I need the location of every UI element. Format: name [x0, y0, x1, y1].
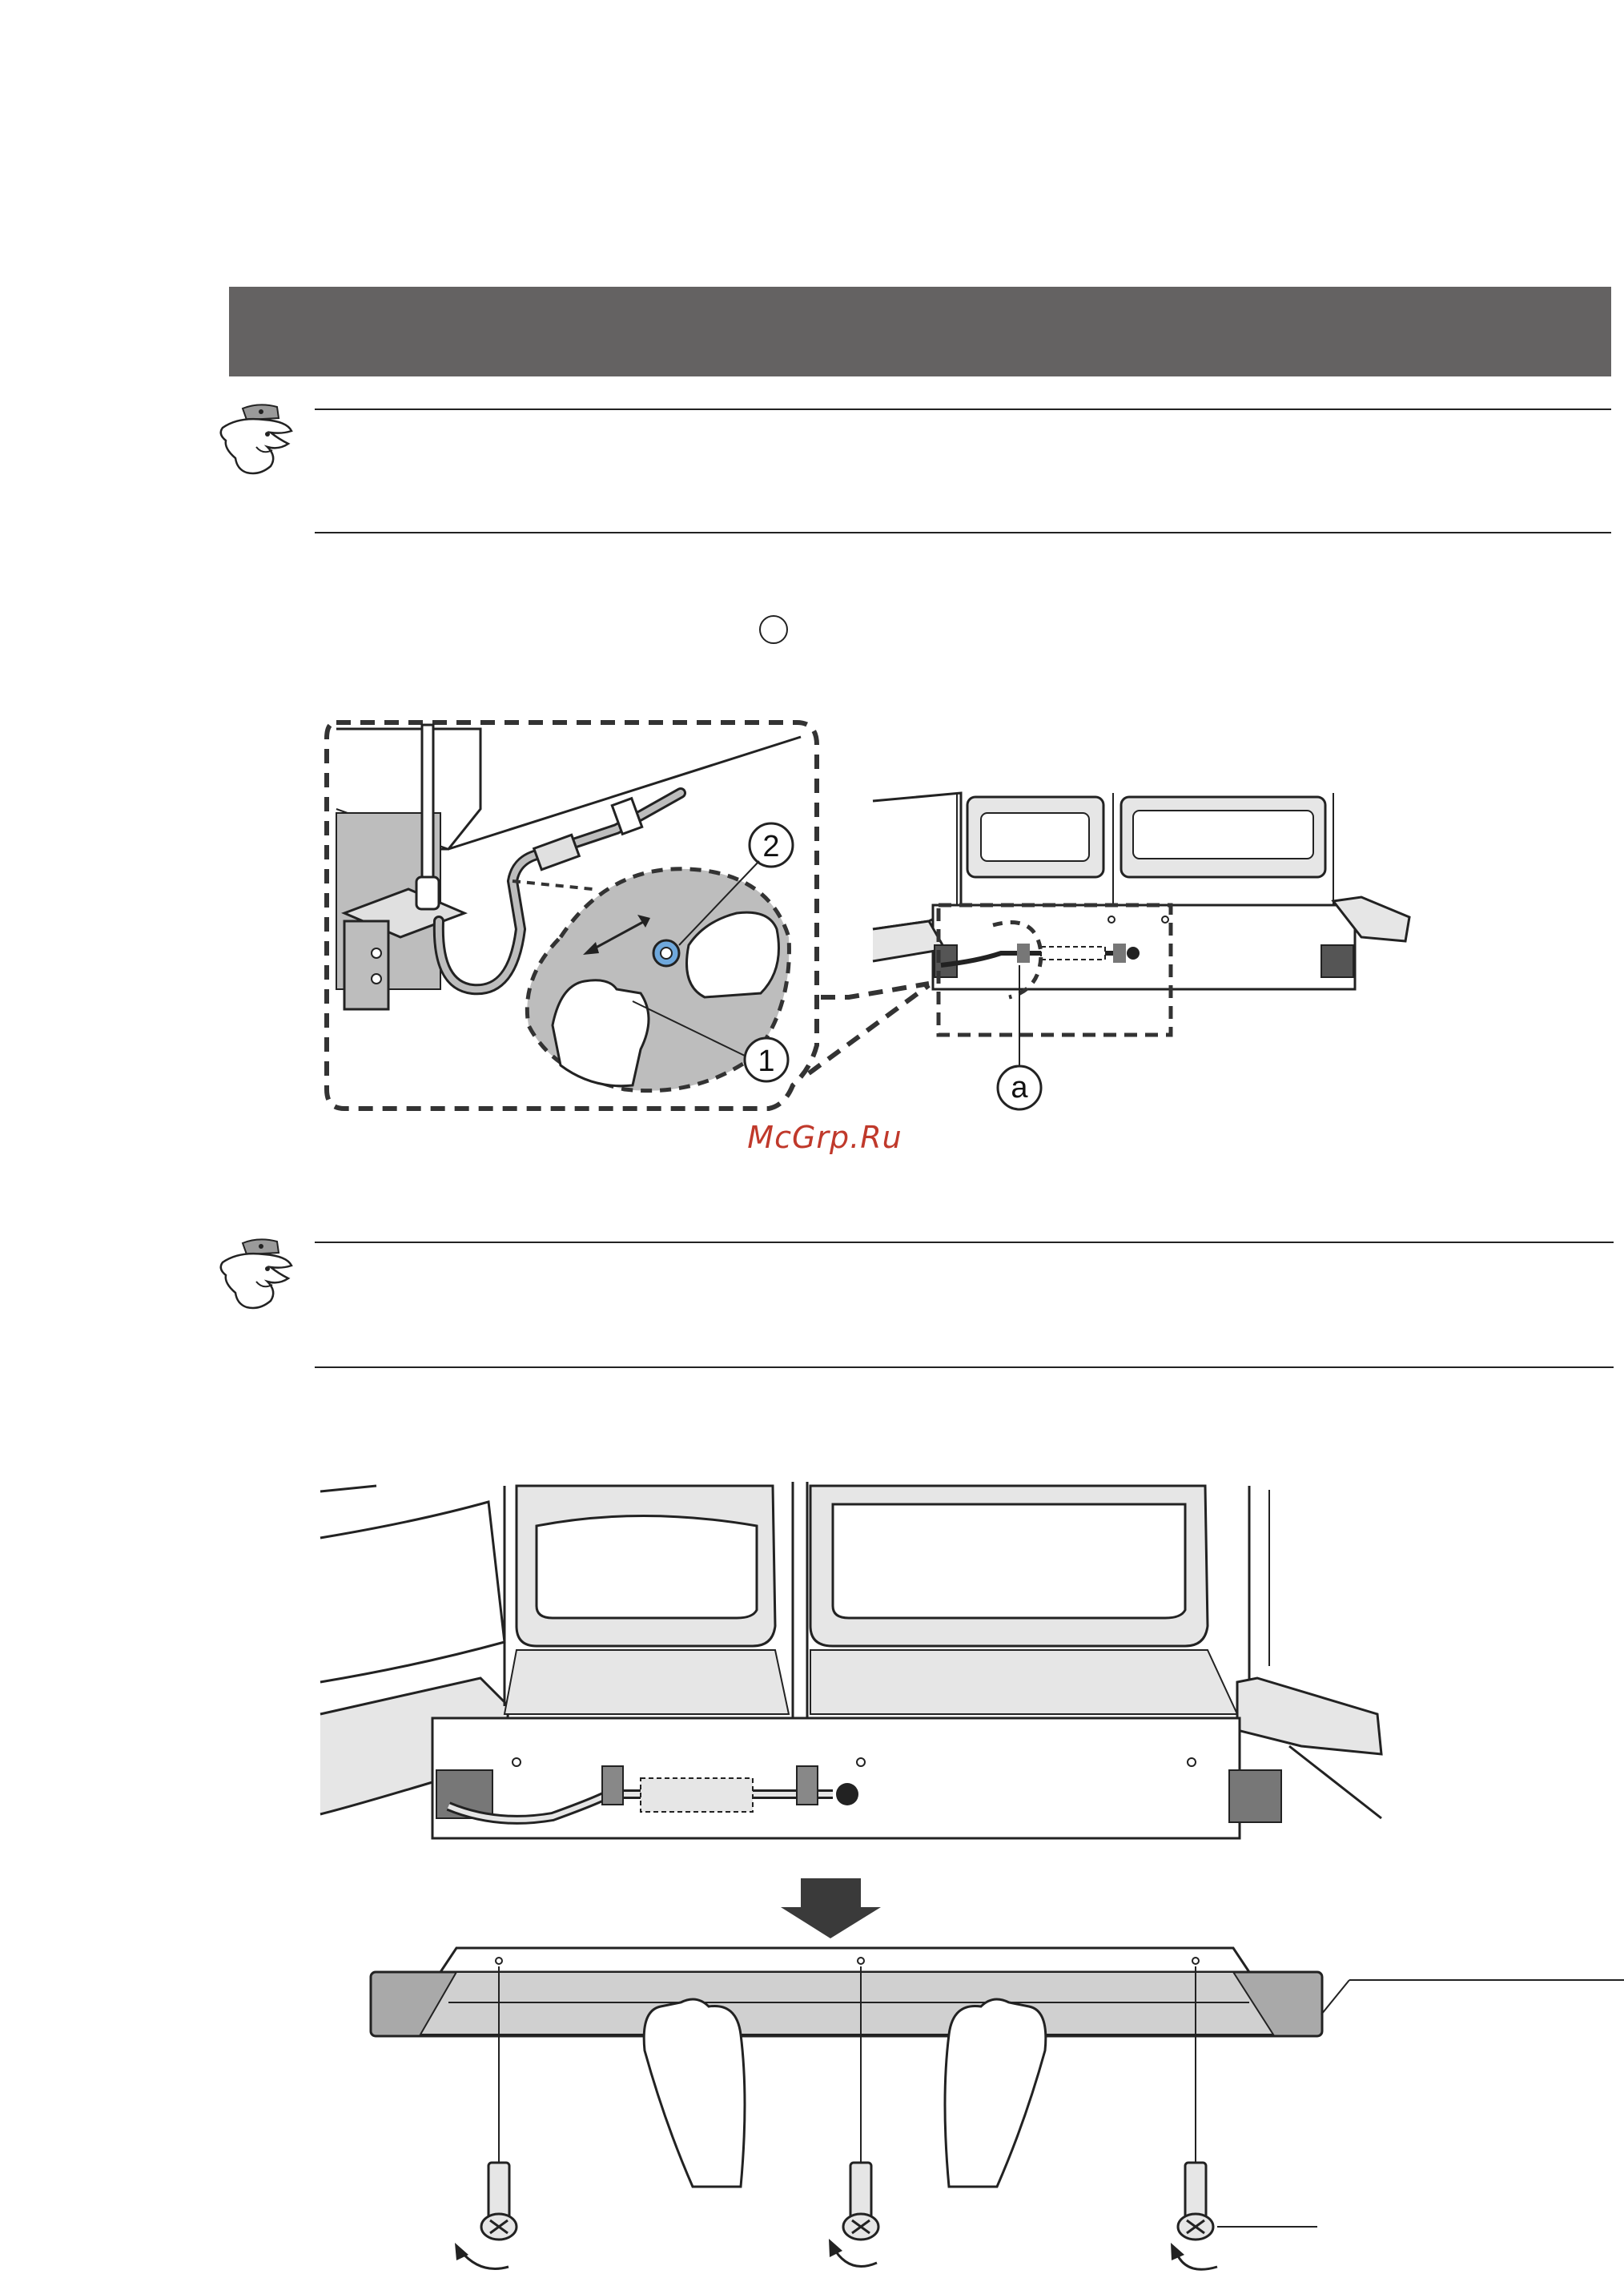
callout-1-label: 1	[758, 1044, 775, 1078]
down-arrow-icon	[781, 1878, 881, 1938]
screw-icon	[1178, 2163, 1213, 2240]
screw-icon	[481, 2163, 517, 2240]
callout-a-label: a	[1011, 1071, 1028, 1105]
callout-2-label: 2	[762, 830, 780, 863]
watermark-text: McGrp.Ru	[747, 1120, 902, 1155]
counterclockwise-arrow-icon	[460, 2251, 509, 2269]
screw-icon	[843, 2163, 878, 2240]
